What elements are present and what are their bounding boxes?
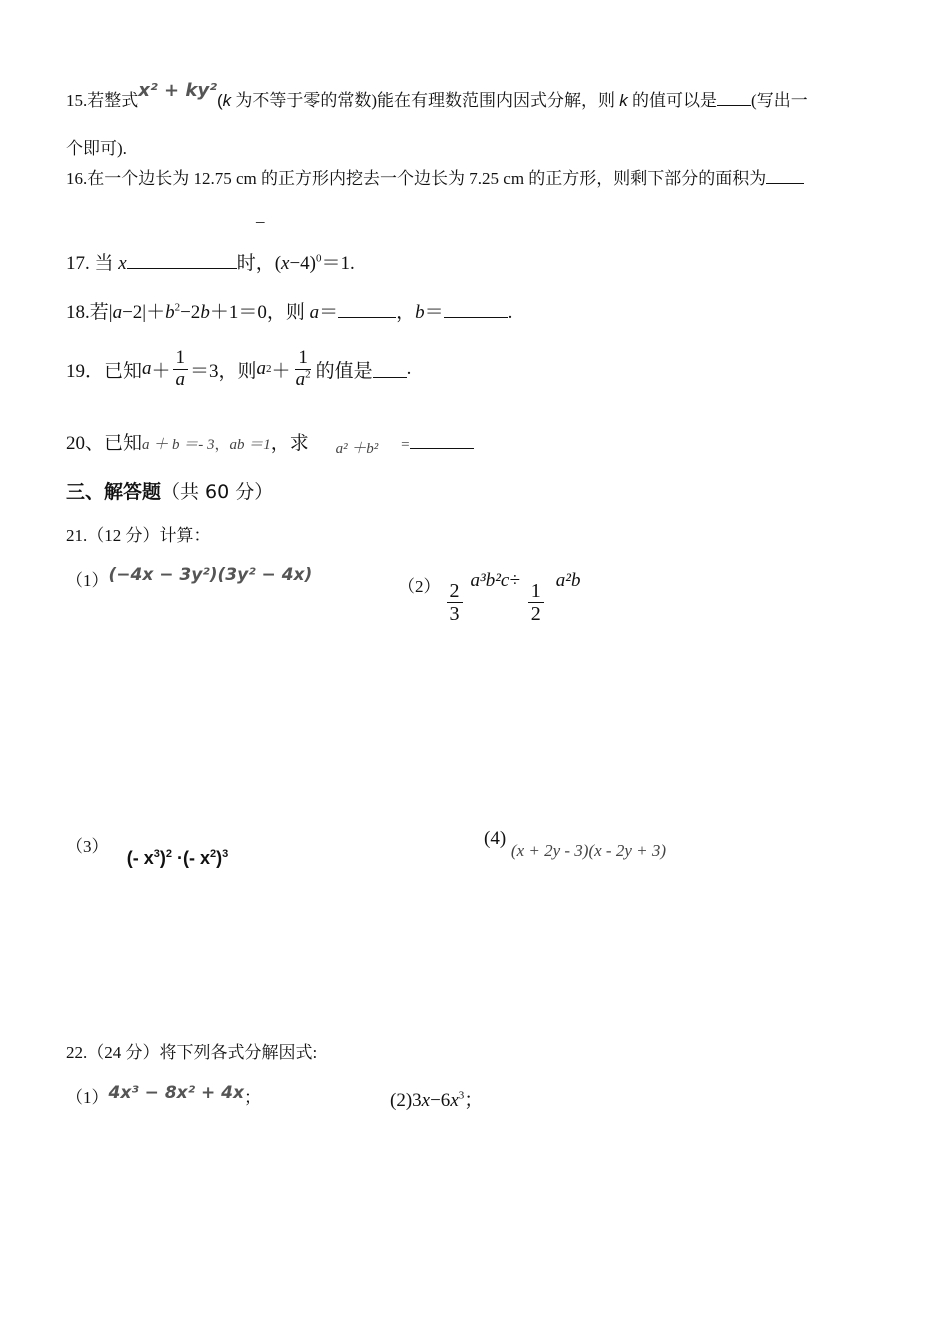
q19-eq: ＝3，则 — [190, 360, 257, 382]
q19-end: . — [406, 358, 412, 380]
q19-frac-num: 1 — [173, 348, 189, 370]
q15-middle: 为不等于零的常数)能在有理数范围内因式分解，则 — [231, 91, 620, 110]
q19-fraction2 — [293, 348, 314, 391]
q16-text: 16.在一个边长为 12.75 cm 的正方形内挖去一个边长为 7.25 cm 的正方形，则剩下部分的面积为 — [66, 169, 767, 188]
question-15 — [66, 80, 808, 111]
q22-title: 22.（24 分）将下列各式分解因式: — [66, 1043, 318, 1062]
q20-eq: = — [401, 437, 410, 453]
q18-b3: b — [415, 302, 425, 323]
q16-line2: _ — [256, 206, 265, 225]
q17-mid: 时，( — [236, 253, 282, 274]
q20-cond2: ab ＝1 — [229, 437, 271, 453]
q19-prefix: 19．已知 — [66, 360, 143, 382]
q22-p1-label: （1） — [66, 1088, 109, 1107]
q22-p1-expression-image: 4x³ − 8x² + 4x — [108, 1083, 244, 1103]
q18-p1: −2|＋ — [122, 302, 166, 323]
q15-answer-blank[interactable] — [717, 89, 751, 106]
q21-part2 — [398, 566, 580, 625]
q17-answer-blank[interactable] — [127, 252, 237, 269]
q17-var2: x — [281, 253, 290, 274]
q18-p2: −2 — [180, 302, 201, 323]
q21-p3-exp-b: 2 — [165, 848, 172, 860]
q21-part1 — [66, 566, 312, 591]
q20-answer-blank[interactable] — [410, 432, 474, 449]
q22-p2-exp: 3 — [458, 1089, 465, 1102]
q21-p2-fraction1 — [447, 580, 463, 625]
q19-frac2-den: a — [295, 368, 306, 390]
q21-p2-frac1-den: 3 — [449, 603, 460, 625]
q19-frac2-num: 1 — [295, 348, 311, 370]
question-19: 19．已知 a ＋ $\frac{1}{a}$ ＝3，则 a 2 ＋ $\frac{1}{a^2}$ 的值是 . — [66, 347, 412, 390]
q19-plus: ＋ — [151, 360, 171, 382]
q21-p3-expression — [127, 848, 229, 868]
q19-plus2: ＋ — [271, 360, 291, 382]
q18-exp: 2 — [174, 301, 181, 314]
q22-p2-b: −6 — [430, 1090, 451, 1111]
q21-p2-frac2-num: 1 — [528, 580, 544, 603]
q17-expr: −4) — [289, 253, 317, 274]
q18-p5: ， — [396, 302, 416, 323]
q15-line2: 个即可). — [66, 139, 127, 158]
q21-p2-fraction2 — [528, 580, 544, 625]
q16-answer-blank[interactable] — [766, 167, 804, 184]
q21-p2-frac2-den: 2 — [530, 603, 541, 625]
q21-p3-exp-a: 3 — [153, 848, 160, 860]
q21-p2-frac1-num: 2 — [447, 580, 463, 603]
q15-k: k — [222, 91, 232, 110]
q17-tail: ＝1. — [321, 253, 355, 274]
q17-prefix: 17. 当 — [66, 253, 119, 274]
q22-p2-a: (2)3 — [390, 1090, 422, 1111]
q17-exp: 0 — [316, 252, 322, 265]
q18-p6: ＝ — [424, 302, 444, 323]
q18-p4: ＝ — [319, 302, 339, 323]
q15-prefix: 15.若整式 — [66, 91, 139, 110]
q22-p2-x: x — [421, 1090, 431, 1111]
q21-p2-tail: a²b — [555, 570, 581, 591]
q18-b: b — [165, 302, 175, 323]
q21-p3-part-c: ) — [216, 848, 223, 868]
q21-p1-expression-image: (−4x − 3y²)(3y² − 4x) — [108, 565, 313, 585]
q22-part1 — [66, 1083, 261, 1108]
q21-p1-label: （1） — [66, 571, 109, 590]
q21-p2-label: （2） — [398, 577, 441, 596]
q20-cond1: a ＋ b ＝- 3 — [142, 437, 215, 453]
q20-prefix: 20、已知 — [66, 433, 143, 454]
q15-tail: (写出一 — [751, 91, 808, 110]
q18-p7: . — [507, 302, 513, 323]
q21-p3-label: （3） — [66, 837, 109, 856]
q21-p3-dot: ·(- x — [172, 848, 210, 868]
q18-prefix: 18.若| — [66, 302, 113, 323]
q19-fraction — [173, 348, 189, 391]
question-17 — [66, 248, 355, 275]
q19-a2: a — [256, 358, 267, 380]
q19-tail: 的值是 — [315, 360, 373, 382]
q18-b2: b — [200, 302, 210, 323]
q21-part4 — [484, 828, 666, 860]
q20-expr: a² ＋b² — [335, 441, 379, 457]
question-16 — [66, 164, 804, 189]
q19-frac2-den-exp: 2 — [305, 368, 311, 381]
q22-p1-tail: ； — [243, 1088, 261, 1107]
q15-paren: ( — [216, 91, 223, 110]
q21-p3-part-a: (- x — [126, 848, 154, 868]
q21-p4-label: (4) — [484, 828, 507, 849]
section-3-title: 三、解答题 — [66, 481, 162, 503]
q21-p3-exp-c: 2 — [210, 848, 217, 860]
q21-part3 — [66, 832, 229, 868]
q22-part2 — [390, 1085, 483, 1112]
q19-answer-blank[interactable] — [373, 361, 407, 378]
q19-a: a — [142, 358, 152, 380]
q21-title: 21.（12 分）计算： — [66, 526, 211, 545]
question-18 — [66, 297, 512, 324]
section-3-note: （共 60 分） — [161, 481, 274, 503]
q15-expression-image: x² + ky² — [138, 80, 217, 101]
q20-ask: ，求 — [270, 433, 309, 454]
q22-p2-x2: x — [450, 1090, 459, 1111]
section-3-heading — [66, 477, 273, 504]
q18-a2: a — [309, 302, 320, 323]
q21-p3-part-b: ) — [159, 848, 166, 868]
q18-a: a — [112, 302, 123, 323]
q22-p2-tail: ； — [464, 1090, 484, 1111]
q18-p3: ＋1＝0，则 — [209, 302, 310, 323]
question-20 — [66, 428, 474, 455]
q19-frac-den: a — [175, 368, 186, 390]
q18-b-blank[interactable] — [444, 301, 508, 318]
q21-p3-exp-d: 3 — [222, 848, 229, 860]
q20-sep: ， — [214, 437, 230, 453]
q21-p2-mid: a³b²c÷ — [470, 570, 520, 591]
q15-k2: k — [619, 91, 628, 110]
q17-var: x — [118, 253, 127, 274]
q15-suffix: 的值可以是 — [627, 91, 718, 110]
q18-a-blank[interactable] — [338, 301, 396, 318]
q21-p4-expression: (x + 2y - 3)(x - 2y + 3) — [510, 841, 666, 860]
